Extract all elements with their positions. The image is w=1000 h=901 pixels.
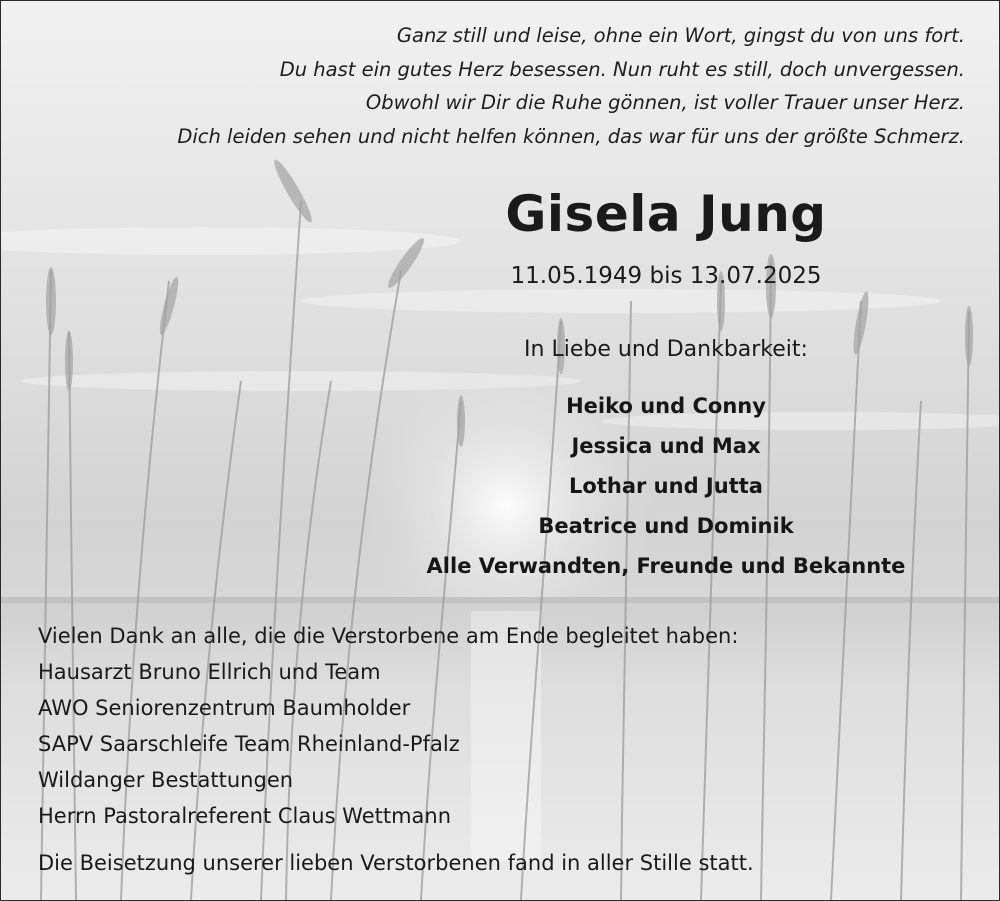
thanks-item: Herrn Pastoralreferent Claus Wettmann (38, 804, 452, 828)
family-member: Beatrice und Dominik (538, 514, 794, 538)
poem-line: Dich leiden sehen und nicht helfen können, das war für uns der größte Schmerz. (177, 124, 965, 148)
thanks-intro: Vielen Dank an alle, die die Verstorbene am Ende begleitet haben: (38, 624, 739, 648)
family-member: Heiko und Conny (566, 394, 766, 418)
family-member: Jessica und Max (571, 434, 761, 458)
thanks-list (38, 618, 738, 834)
poem (65, 19, 965, 153)
thanks-item: AWO Seniorenzentrum Baumholder (38, 696, 411, 720)
family-list (331, 386, 1000, 586)
poem-line: Du hast ein gutes Herz besessen. Nun ruht es still, doch unvergessen. (279, 57, 965, 81)
closing-note: Die Beisetzung unserer lieben Verstorbenen fand in aller Stille statt. (38, 851, 754, 875)
dedication-line: In Liebe und Dankbarkeit: (524, 337, 808, 362)
thanks-item: SAPV Saarschleife Team Rheinland-Pfalz (38, 732, 460, 756)
deceased-name: Gisela Jung (505, 185, 827, 243)
poem-line: Ganz still und leise, ohne ein Wort, gingst du von uns fort. (396, 24, 965, 47)
life-dates: 11.05.1949 bis 13.07.2025 (510, 263, 822, 289)
family-member: Lothar und Jutta (569, 474, 763, 498)
thanks-item: Wildanger Bestattungen (38, 768, 294, 792)
family-member: Alle Verwandten, Freunde und Bekannte (426, 554, 906, 578)
thanks-item: Hausarzt Bruno Ellrich und Team (38, 660, 381, 684)
poem-line: Obwohl wir Dir die Ruhe gönnen, ist voller Trauer unser Herz. (365, 91, 965, 114)
